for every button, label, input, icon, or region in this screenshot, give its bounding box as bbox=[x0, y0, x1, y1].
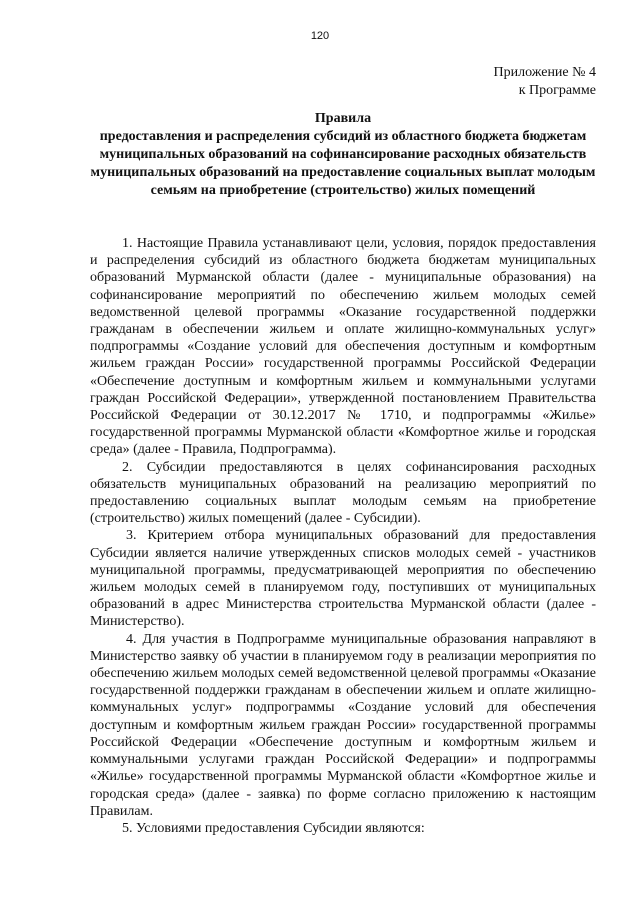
appendix-reference bbox=[396, 64, 596, 100]
paragraph-1: 1. Настоящие Правила устанавливают цели, условия, порядок предоставления и распределения субсидий из областного бюджета бюджетам муниципальных образований Мурманской области (далее - муниципальные образования) на софинансирование мероприятий по обеспечению жильем молодых семей ведомственной целевой программы «Оказание государственной поддержки гражданам в обеспечении жильем и оплате жилищно-коммунальных услуг» подпрограммы «Создание условий для обеспечения доступным и комфортным жильем граждан России» государственной программы Российской Федерации «Обеспечение доступным и комфортным жильем и коммунальными услугами граждан Российской Федерации», утвержденной постановлением Правительства Российской Федерации от 30.12.2017 № 1710, и подпрограммы «Жилье» государственной программы Мурманской области «Комфортное жилье и городская среда» (далее - Правила, Подпрограмма). bbox=[90, 236, 596, 458]
document-body bbox=[90, 235, 596, 837]
paragraph-4: 4. Для участия в Подпрограмме муниципальные образования направляют в Министерство заявку об участии в планируемом году в реализации мероприятия по обеспечению жильем молодых семей ведомственной целевой программы «Оказание государственной поддержки гражданам в обеспечении жильем и оплате жилищно-коммунальных услуг» подпрограммы «Создание условий для обеспечения доступным и комфортным жильем граждан России» государственной программы Российской Федерации «Обеспечение доступным и комфортным жильем и коммунальными услугами граждан Российской Федерации» и подпрограммы «Жилье» государственной программы Мурманской области «Комфортное жилье и городская среда» (далее - заявка) по форме согласно приложению к настоящим Правилам. bbox=[90, 631, 596, 819]
paragraph-3: 3. Критерием отбора муниципальных образований для предоставления Субсидии является наличие утвержденных списков молодых семей - участников муниципальной программы, предусматривающей мероприятия по обеспечению жильем молодых семей в планируемом году, поступивших от муниципальных образований в адрес Министерства строительства Мурманской области (далее - Министерство). bbox=[90, 528, 596, 630]
paragraph-2: 2. Субсидии предоставляются в целях софинансирования расходных обязательств муниципальных образований на реализацию мероприятий по предоставлению социальных выплат молодым семьям на приобретение (строительство) жилых помещений (далее - Субсидии). bbox=[90, 459, 596, 527]
page-number: 120 bbox=[310, 30, 330, 42]
appendix-number: Приложение № 4 bbox=[493, 65, 596, 80]
appendix-program: к Программе bbox=[518, 83, 596, 98]
paragraph-5: 5. Условиями предоставления Субсидии являются: bbox=[122, 820, 425, 836]
title-subtitle: предоставления и распределения субсидий из областного бюджета бюджетам муниципальных образований на софинансирование расходных обязательств муниципальных образований на предоставление социальных выплат молодым семьям на приобретение (строительство) жилых помещений bbox=[90, 129, 596, 198]
title-heading: Правила bbox=[314, 111, 372, 126]
document-title bbox=[90, 110, 596, 200]
